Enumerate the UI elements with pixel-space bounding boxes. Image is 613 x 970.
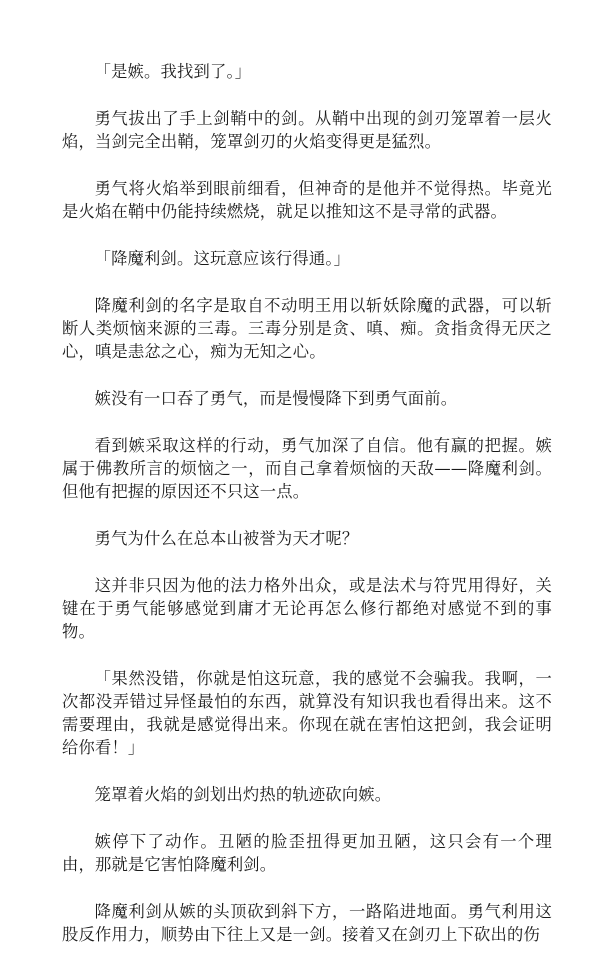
paragraph-2: 勇气拔出了手上剑鞘中的剑。从鞘中出现的剑刃笼罩着一层火焰，当剑完全出鞘，笼罩剑刃的火焰变得更是猛烈。 (62, 109, 552, 151)
paragraph-7: 看到嫉采取这样的行动，勇气加深了自信。他有赢的把握。嫉属于佛教所言的烦恼之一，而自己拿着烦恼的天敌——降魔利剑。但他有把握的原因还不只这一点。 (62, 436, 552, 501)
paragraph-8: 勇气为什么在总本山被誉为天才呢？ (94, 529, 359, 548)
paragraph-11: 笼罩着火焰的剑划出灼热的轨迹砍向嫉。 (94, 785, 392, 804)
paragraph-5: 降魔利剑的名字是取自不动明王用以斩妖除魔的武器，可以斩断人类烦恼来源的三毒。三毒分别是贪、嗔、痴。贪指贪得无厌之心，嗔是恚忿之心，痴为无知之心。 (62, 296, 552, 361)
paragraph-10: 「果然没错，你就是怕这玩意，我的感觉不会骗我。我啊，一次都没弄错过异怪最怕的东西，就算没有知识我也看得出来。这不需要理由，我就是感觉得出来。你现在就在害怕这把剑，我会证明给你看！」 (62, 669, 552, 757)
paragraph-9: 这并非只因为他的法力格外出众，或是法术与符咒用得好，关键在于勇气能够感觉到庸才无论再怎么修行都绝对感觉不到的事物。 (62, 576, 552, 641)
paragraph-4: 「降魔利剑。这玩意应该行得通。」 (94, 249, 351, 268)
paragraph-6: 嫉没有一口吞了勇气，而是慢慢降下到勇气面前。 (94, 389, 458, 408)
paragraph-3: 勇气将火焰举到眼前细看，但神奇的是他并不觉得热。毕竟光是火焰在鞘中仍能持续燃烧，就足以推知这不是寻常的武器。 (62, 179, 552, 221)
paragraph-13: 降魔利剑从嫉的头顶砍到斜下方，一路陷进地面。勇气利用这股反作用力，顺势由下往上又是一剑。接着又在剑刃上下砍出的伤 (62, 902, 552, 944)
paragraph-12: 嫉停下了动作。丑陋的脸歪扭得更加丑陋，这只会有一个理由，那就是它害怕降魔利剑。 (62, 832, 552, 874)
paragraph-1: 「是嫉。我找到了。」 (94, 62, 252, 81)
document-page (62, 60, 552, 970)
